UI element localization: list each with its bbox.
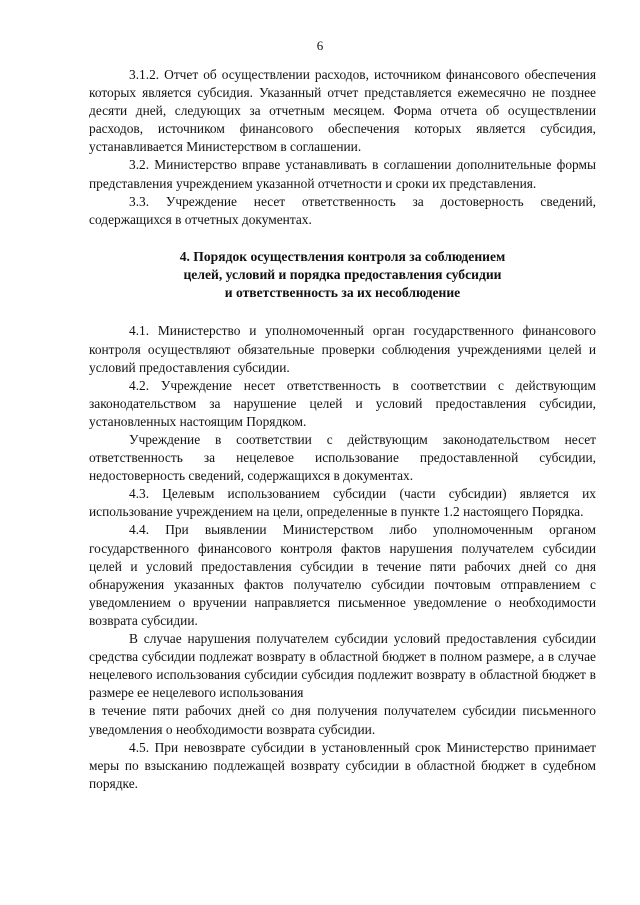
paragraph-4-2-continued: Учреждение в соответствии с действующим законодательством несет ответственность за нецелевое использование предоставленной субсидии, недостоверность сведений, содержащихся в документах.: [89, 432, 596, 484]
section-heading-4: [89, 248, 596, 303]
paragraph-4-3: 4.3. Целевым использованием субсидии (части субсидии) является их использование учреждением на цели, определенные в пункте 1.2 настоящего Порядка.: [89, 486, 596, 520]
section-heading-line: и ответственность за их несоблюдение: [224, 285, 461, 301]
document-body: [89, 66, 596, 793]
paragraph-4-4-refund-continued: в течение пяти рабочих дней со дня получения получателем субсидии письменного уведомления о необходимости возврата субсидии.: [89, 703, 596, 737]
paragraph-4-1: 4.1. Министерство и уполномоченный орган государственного финансового контроля осуществляют обязательные проверки соблюдения учреждениями целей и условий предоставления субсидии.: [89, 323, 596, 375]
section-heading-line: 4. Порядок осуществления контроля за соблюдением: [179, 248, 506, 264]
paragraph-3-2: 3.2. Министерство вправе устанавливать в соглашении дополнительные формы представления учреждением указанной отчетности и сроки их представления.: [89, 157, 596, 191]
paragraph-4-5: 4.5. При невозврате субсидии в установленный срок Министерство принимает меры по взысканию подлежащей возврату субсидии в областной бюджет в судебном порядке.: [89, 739, 596, 791]
paragraph-4-2: 4.2. Учреждение несет ответственность в соответствии с действующим законодательством за нарушение целей и условий предоставления субсидии, установленных настоящим Порядком.: [89, 377, 596, 429]
paragraph-3-1-2: 3.1.2. Отчет об осуществлении расходов, источником финансового обеспечения которых является субсидия. Указанный отчет представляется ежемесячно не позднее десяти дней, следующих за отчетным месяцем. Форма отчета об осуществлении расходов, источником финансового обеспечения которых является субсидия, устанавливается Министерством в соглашении.: [89, 67, 596, 155]
paragraph-4-4: 4.4. При выявлении Министерством либо уполномоченным органом государственного финансового контроля фактов нарушения получателем субсидии целей и условий предоставления субсидии в течение пяти рабочих дней со дня обнаружения указанных фактов получателю субсидии почтовым отправлением с уведомлением о вручении направляется письменное уведомление о необходимости возврата субсидии.: [89, 522, 596, 628]
page-number: 6: [316, 38, 324, 53]
paragraph-3-3: 3.3. Учреждение несет ответственность за достоверность сведений, содержащихся в отчетных документах.: [89, 193, 596, 227]
paragraph-4-4-refund: В случае нарушения получателем субсидии условий предоставления субсидии средства субсидии подлежат возврату в областной бюджет в полном размере, а в случае нецелевого использования субсидии субсидия подлежит возврату в областной бюджет в размере ее нецелевого использования: [89, 631, 596, 701]
section-heading-line: целей, условий и порядка предоставления субсидии: [183, 267, 502, 283]
